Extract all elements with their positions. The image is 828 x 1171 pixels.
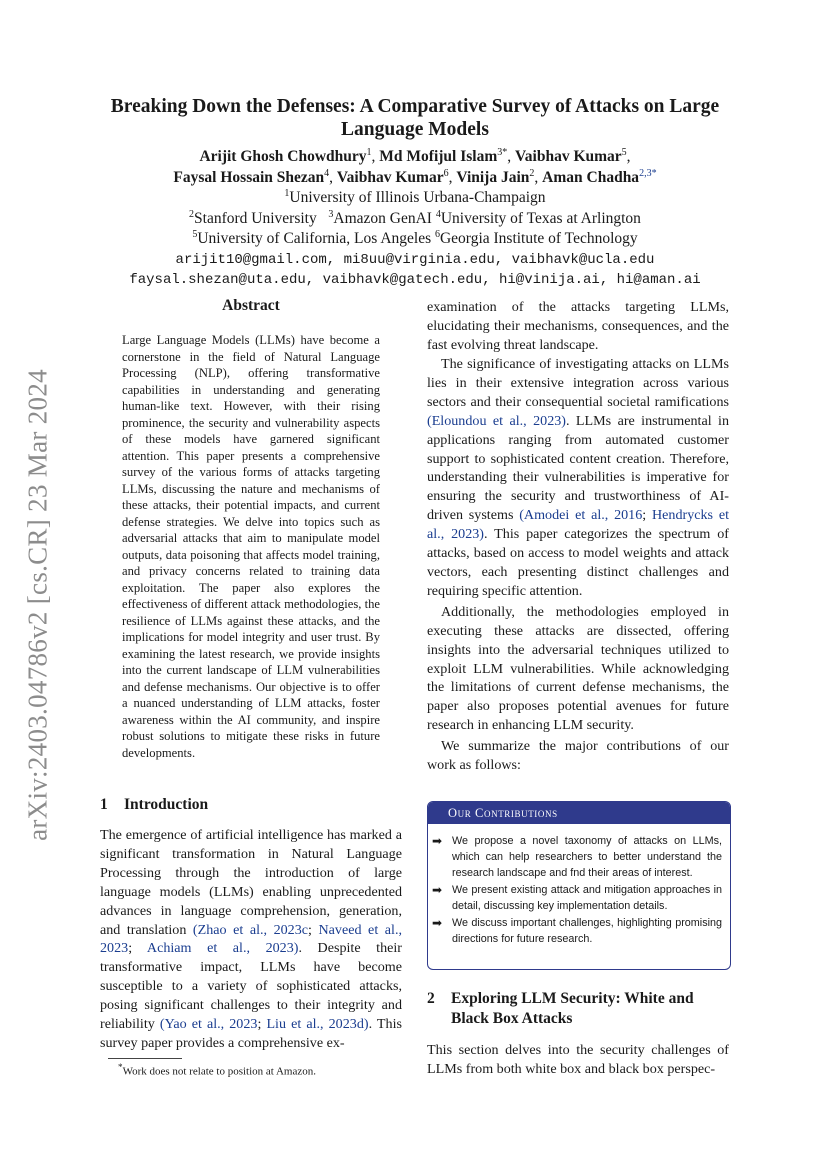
affiliation: University of Texas at Arlington [440,209,641,227]
author-affil-mark: 1 [366,146,372,158]
author-name: Vaibhav Kumar [515,148,622,165]
text: The significance of investigating attacks on LLMs lies in their extensive integration across various sectors and their consequential societal ramifications [427,356,729,410]
author-affil-mark: 4 [324,167,330,179]
footnote [118,1062,316,1078]
affiliation: University of Illinois Urbana-Champaign [289,189,546,206]
text: . Despite their transformative impact, LLMs have become susceptible to a variety of sophisticated attacks, posing significant challenges to their integrity and reliability [100,940,402,1033]
citation-link[interactable]: (Eloundou et al., 2023) [427,412,566,429]
affiliation-line-3 [80,229,750,250]
intro-paragraph-1-continued [427,298,729,355]
intro-column-left [100,826,402,1053]
contribution-text: We propose a novel taxonomy of attacks on LLMs, which can help researchers to better understand the research landscape and fnd their areas of interest. [452,835,722,879]
citation-link[interactable]: Achiam et al., 2023) [146,940,299,957]
abstract-text: Large Language Models (LLMs) have become a cornerstone in the field of Natural Language Processing (NLP), offering transformative capabilities in understanding and generating human-like text. However, with their rising prominence, the security and vulnerability aspects of these models have garnered significant attention. This paper presents a comprehensive survey of the various forms of attacks targeting LLMs, discussing the nature and mechanisms of these attacks, their potential impacts, and current defense strategies. We delve into topics such as adversarial attacks that aim to manipulate model outputs, data poisoning that affects model training, and privacy concerns related to training data exploitation. The paper also explores the effectiveness of different attack methodologies, the resilience of LLMs against these attacks, and the implications for model integrity and user trust. By examining the latest research, we provide insights into the current landscape of LLM vulnerabilities and defense mechanisms. Our objective is to offer a nuanced understanding of LLM attacks, foster awareness within the AI community, and inspire robust solutions to mitigate these risks in future developments. [122,333,380,760]
contribution-item [432,833,722,881]
citation-link[interactable]: Naveed et al., 2023 [100,921,402,957]
author-affil-mark: 2,3* [639,167,657,179]
author-name: Faysal Hossain Shezan [173,168,325,186]
affiliation-line-2 [80,209,750,230]
citation-link[interactable]: Hendrycks et al., 2023) [427,507,729,543]
intro-paragraph-1 [100,826,402,1053]
text: ; [128,940,147,957]
affil-mark: 3 [328,208,334,220]
author-name: Aman Chadha [542,168,640,186]
section2-paragraph: This section delves into the security challenges of LLMs from both white box and black box perspec- [427,1042,729,1077]
contributions-heading: Our Contributions [428,802,730,824]
author-line-2: Faysal Hossain Shezan$^4$, Vaibhav Kumar$^6$, Vinija Jain$^2$, Aman Chadha$^{2,3*}$ [173,167,657,186]
text: The emergence of artificial intelligence has marked a significant transformation in Natural Language Processing through the introduction of large language models (LLMs) enabling unprecedented advances in language comprehension, generation, and translation [100,827,402,938]
text: ; [257,1016,267,1033]
intro-paragraph-3: Additionally, the methodologies employed in executing these attacks are dissected, offering insights into the adversarial techniques utilized to exploit LLM vulnerabilities. While acknowledging the limitations of current defense mechanisms, the paper also proposes potential avenues for future research in enhancing LLM security. [427,603,729,734]
contribution-item [432,882,722,914]
arxiv-identifier: arXiv:2403.04786v2 [cs.CR] 23 Mar 2024 [22,369,53,841]
affiliation: Georgia Institute of Technology [439,230,638,247]
contribution-text: We present existing attack and mitigation approaches in detail, discussing key implementation details. [452,884,722,912]
author-affil-mark: 3* [497,146,508,158]
affil-mark: 4 [435,208,441,220]
citation-link[interactable]: (Yao et al., 2023 [159,1016,258,1033]
author-affil-mark: 2 [529,167,535,179]
text: . This paper categorizes the spectrum of attacks, based on access to model weights and attack vectors, each presenting distinct challenges and requiring specific attention. [427,526,730,599]
affil-mark: 1 [284,187,290,199]
author-affil-mark: 6 [443,167,449,179]
contribution-text: We discuss important challenges, highlighting promising directions for future research. [452,917,722,945]
arrow-right-icon: ➡ [432,883,443,897]
text: ; [642,507,652,524]
section-title-line-2: Black Box Attacks [451,1010,573,1027]
section-title: Exploring LLM Security: White and [451,990,694,1007]
intro-paragraph-4: We summarize the major contributions of our work as follows: [427,738,729,774]
section2-text-block [427,1041,729,1079]
section-number: 1 [100,796,108,813]
arrow-right-icon: ➡ [432,916,443,930]
section-number: 2 [427,990,435,1007]
section-heading-introduction [100,795,208,815]
text: . This survey paper provides a comprehensive ex- [100,1016,402,1051]
intro-paragraph-2 [427,355,729,601]
abstract-heading: Abstract [222,297,280,314]
footnote-text: Work does not relate to position at Amazon. [122,1065,316,1078]
author-name: Vinija Jain [456,168,530,186]
author-affil-mark: 5 [621,146,627,158]
email-line-1: arijit10@gmail.com, mi8uu@virginia.edu, vaibhavk@ucla.edu [175,251,655,268]
intro-column-right-body [427,355,729,775]
footnote-mark: * [118,1062,123,1072]
section-title: Introduction [124,796,209,813]
contribution-item [432,915,722,947]
text: examination of the attacks targeting LLMs, elucidating their mechanisms, consequences, and the fast evolving threat landscape. [427,299,729,353]
footnote-rule [108,1058,182,1059]
section-heading-exploring [427,989,694,1029]
author-name: Vaibhav Kumar [336,168,444,186]
citation-link[interactable]: (Amodei et al., 2016 [519,507,643,524]
author-name: Md Mofijul Islam [379,148,498,165]
author-line-1: Arijit Ghosh Chowdhury$^1$, Md Mofijul Islam$^{3*}$, Vaibhav Kumar$^5$, [199,146,631,165]
affil-mark: 2 [189,208,195,220]
intro-column-right [427,298,729,355]
affiliation: University of California, Los Angeles [197,230,432,247]
affiliation: Amazon GenAI [333,209,432,227]
author-block [80,147,750,291]
text: ; [308,921,319,938]
paper-title: Breaking Down the Defenses: A Comparative Survey of Attacks on Large Language Models [110,96,720,140]
affiliation-line-1 [80,188,750,209]
author-name: Arijit Ghosh Chowdhury [199,148,367,165]
affil-mark: 5 [192,228,198,240]
affiliation: Stanford University [194,209,317,227]
contributions-box [427,801,731,970]
arxiv-sidebar [18,355,58,855]
arrow-right-icon: ➡ [432,834,443,848]
citation-link[interactable]: Liu et al., 2023d) [266,1016,369,1033]
text: . LLMs are instrumental in applications ranging from automated customer support to sophisticated content creation. Therefore, understanding their vulnerabilities is imperative for ensuring the security and trustworthiness of AI-driven systems [427,412,730,524]
contributions-list [428,833,730,947]
affil-mark: 6 [434,228,440,240]
email-line-2: faysal.shezan@uta.edu, vaibhavk@gatech.edu, hi@vinija.ai, hi@aman.ai [129,272,701,288]
citation-link[interactable]: (Zhao et al., 2023c [192,921,309,938]
